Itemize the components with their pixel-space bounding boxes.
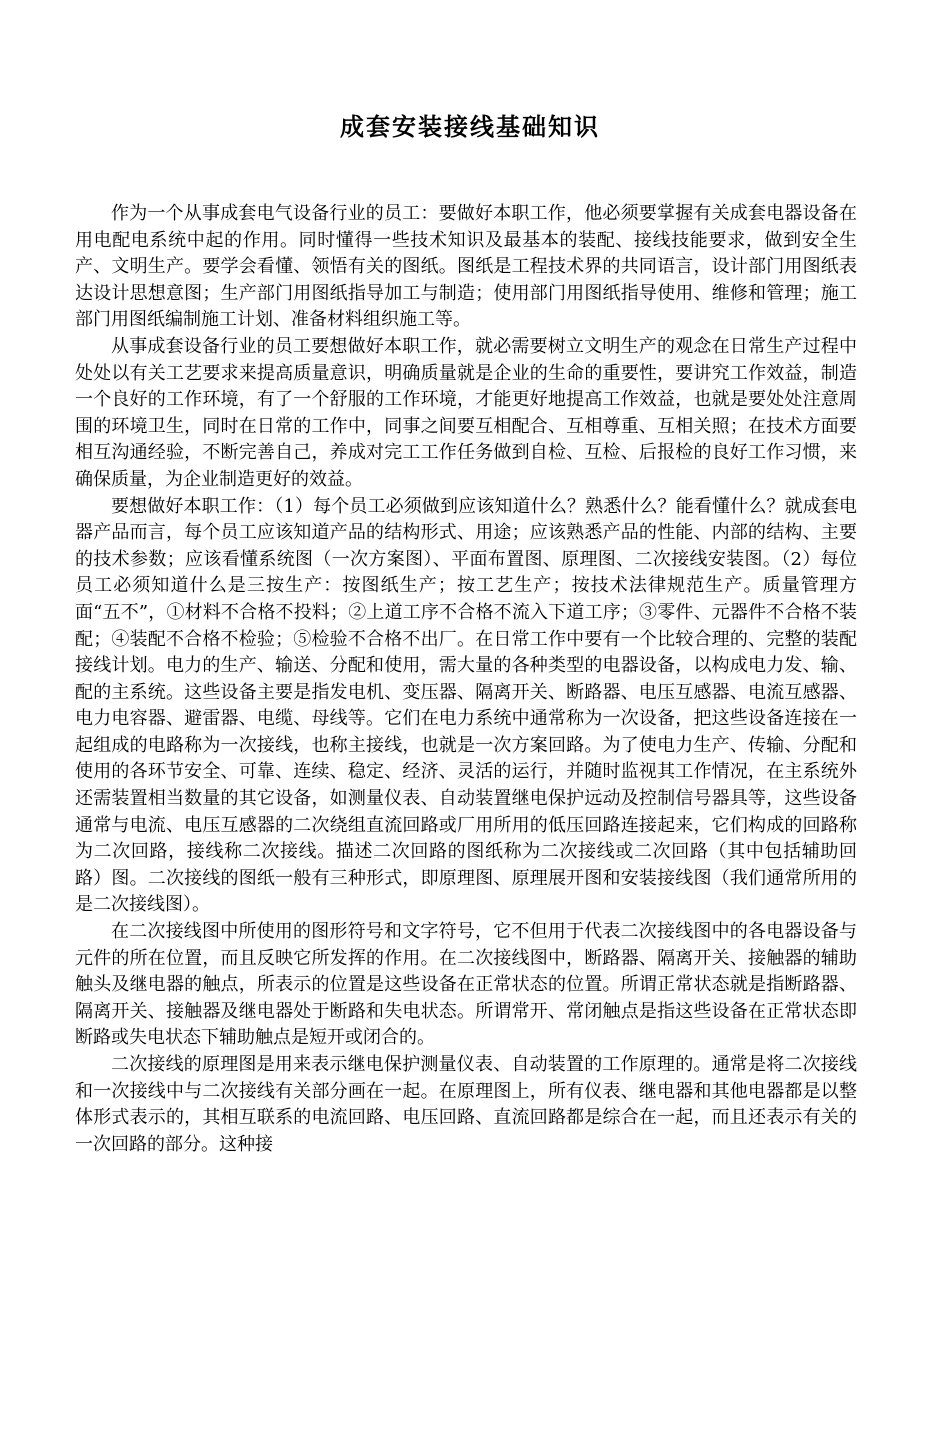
paragraph-3: 要想做好本职工作：（1）每个员工必须做到应该知道什么？熟悉什么？能看懂什么？就成套电器产品而言，每个员工应该知道产品的结构形式、用途；应该熟悉产品的性能、内部的结构、主要的技术参数；应该看懂系统图（一次方案图）、平面布置图、原理图、二次接线安装图。（2）每位员工必须知道什么是三按生产：按图纸生产；按工艺生产；按技术法律规范生产。质量管理方面“五不”，①材料不合格不投料；②上道工序不合格不流入下道工序；③零件、元器件不合格不装配；④装配不合格不检验；⑤检验不合格不出厂。在日常工作中要有一个比较合理的、完整的装配接线计划。电力的生产、输送、分配和使用，需大量的各种类型的电器设备，以构成电力发、输、配的主系统。这些设备主要是指发电机、变压器、隔离开关、断路器、电压互感器、电流互感器、电力电容器、避雷器、电缆、母线等。它们在电力系统中通常称为一次设备，把这些设备连接在一起组成的电路称为一次接线，也称主接线，也就是一次方案回路。为了使电力生产、传输、分配和使用的各环节安全、可靠、连续、稳定、经济、灵活的运行，并随时监视其工作情况，在主系统外还需装置相当数量的其它设备，如测量仪表、自动装置继电保护远动及控制信号器具等，这些设备通常与电流、电压互感器的二次绕组直流回路或厂用所用的低压回路连接起来，它们构成的回路称为二次回路，接线称二次接线。描述二次回路的图纸称为二次接线或二次回路（其中包括辅助回路）图。二次接线的图纸一般有三种形式，即原理图、原理展开图和安装接线图（我们通常所用的是二次接线图）。 — [75, 495, 857, 916]
paragraph-1: 作为一个从事成套电气设备行业的员工：要做好本职工作，他必须要掌握有关成套电器设备在用电配电系统中起的作用。同时懂得一些技术知识及最基本的装配、接线技能要求，做到安全生产、文明生产。要学会看懂、领悟有关的图纸。图纸是工程技术界的共同语言，设计部门用图纸表达设计思想意图；生产部门用图纸指导加工与制造；使用部门用图纸指导使用、维修和管理；施工部门用图纸编制施工计划、准备材料组织施工等。 — [75, 203, 857, 331]
document-body — [75, 201, 857, 1158]
document-page — [0, 112, 950, 1456]
paragraph-5: 二次接线的原理图是用来表示继电保护测量仪表、自动装置的工作原理的。通常是将二次接线和一次接线中与二次接线有关部分画在一起。在原理图上，所有仪表、继电器和其他电器都是以整体形式表示的，其相互联系的电流回路、电压回路、直流回路都是综合在一起，而且还表示有关的一次回路的部分。这种接 — [75, 1054, 857, 1155]
document-title: 成套安装接线基础知识 — [340, 112, 600, 141]
paragraph-4: 在二次接线图中所使用的图形符号和文字符号，它不但用于代表二次接线图中的各电器设备与元件的所在位置，而且反映它所发挥的作用。在二次接线图中，断路器、隔离开关、接触器的辅助触头及继电器的触点，所表示的位置是这些设备在正常状态的位置。所谓正常状态就是指断路器、隔离开关、接触器及继电器处于断路和失电状态。所谓常开、常闭触点是指这些设备在正常状态即断路或失电状态下辅助触点是短开或闭合的。 — [75, 921, 857, 1049]
paragraph-2: 从事成套设备行业的员工要想做好本职工作，就必需要树立文明生产的观念在日常生产过程中处处以有关工艺要求来提高质量意识，明确质量就是企业的生命的重要性，要讲究工作效益，制造一个良好的工作环境，有了一个舒服的工作环境，才能更好地提高工作效益，也就是要处处注意周围的环境卫生，同时在日常的工作中，同事之间要互相配合、互相尊重、互相关照；在技术方面要相互沟通经验，不断完善自己，养成对完工工作任务做到自检、互检、后报检的良好工作习惯，来确保质量，为企业制造更好的效益。 — [75, 335, 857, 490]
